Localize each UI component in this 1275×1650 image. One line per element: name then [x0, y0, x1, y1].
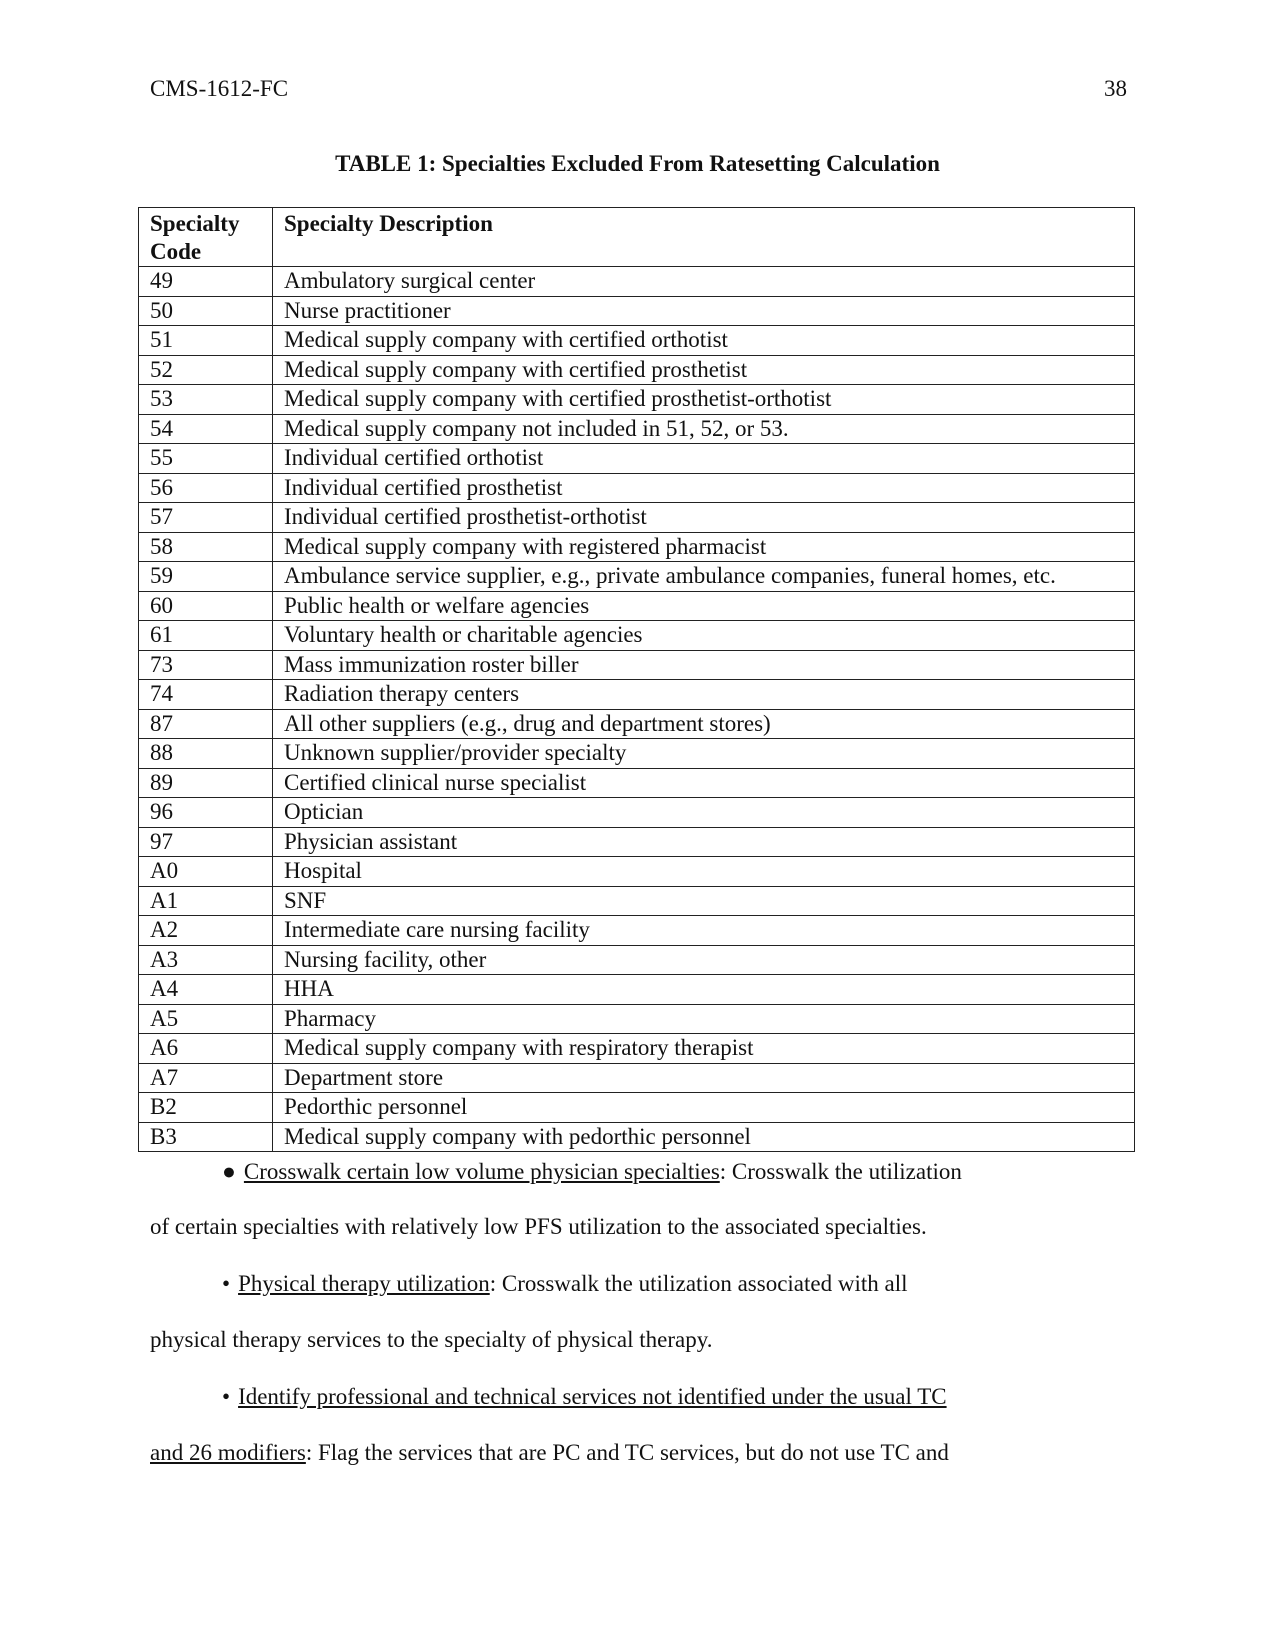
- specialty-code-cell: 55: [139, 444, 273, 474]
- specialty-code-cell: A2: [139, 916, 273, 946]
- bullet-1-text: : Crosswalk the utilization: [719, 1159, 962, 1184]
- specialty-code-cell: A6: [139, 1034, 273, 1064]
- specialty-code-cell: 49: [139, 267, 273, 297]
- specialty-code-cell: 50: [139, 296, 273, 326]
- specialty-code-cell: 54: [139, 414, 273, 444]
- specialty-description-cell: Voluntary health or charitable agencies: [273, 621, 1135, 651]
- table-row: [139, 355, 1135, 385]
- table-row: [139, 562, 1135, 592]
- specialty-description-cell: Public health or welfare agencies: [273, 591, 1135, 621]
- specialty-description-cell: Individual certified orthotist: [273, 444, 1135, 474]
- specialty-description-cell: Individual certified prosthetist-orthotist: [273, 503, 1135, 533]
- specialty-code-cell: 87: [139, 709, 273, 739]
- specialty-code-cell: B2: [139, 1093, 273, 1123]
- table-row: [139, 267, 1135, 297]
- specialty-code-cell: 56: [139, 473, 273, 503]
- specialty-description-cell: Department store: [273, 1063, 1135, 1093]
- specialty-description-cell: All other suppliers (e.g., drug and department stores): [273, 709, 1135, 739]
- specialty-description-cell: Individual certified prosthetist: [273, 473, 1135, 503]
- specialty-description-cell: Medical supply company with certified orthotist: [273, 326, 1135, 356]
- bullet-marker: ●: [222, 1159, 236, 1184]
- specialty-description-cell: Certified clinical nurse specialist: [273, 768, 1135, 798]
- table-row: [139, 916, 1135, 946]
- table-row: [139, 1004, 1135, 1034]
- bullet-3-first-line: [222, 1383, 947, 1411]
- bullet-3-heading: Identify professional and technical services not identified under the usual TC: [238, 1384, 947, 1409]
- table-row: [139, 1122, 1135, 1152]
- specialty-code-cell: 96: [139, 798, 273, 828]
- table-row: [139, 532, 1135, 562]
- table-row: [139, 739, 1135, 769]
- bullet-1-continuation: of certain specialties with relatively low PFS utilization to the associated specialties.: [150, 1214, 927, 1239]
- bullet-2-heading: Physical therapy utilization: [238, 1271, 490, 1296]
- specialty-description-cell: Unknown supplier/provider specialty: [273, 739, 1135, 769]
- specialty-description-cell: Ambulatory surgical center: [273, 267, 1135, 297]
- specialty-code-cell: 60: [139, 591, 273, 621]
- table-row: [139, 1063, 1135, 1093]
- table-row: [139, 326, 1135, 356]
- specialty-code-cell: 57: [139, 503, 273, 533]
- specialty-description-cell: Medical supply company with registered pharmacist: [273, 532, 1135, 562]
- page-number: 38: [1104, 76, 1127, 101]
- column-header-code-line-1: Specialty: [150, 211, 240, 236]
- table-row: [139, 621, 1135, 651]
- bullet-2-continuation: physical therapy services to the specialty of physical therapy.: [150, 1327, 713, 1352]
- table-row: [139, 798, 1135, 828]
- table-row: [139, 1093, 1135, 1123]
- specialty-description-cell: Mass immunization roster biller: [273, 650, 1135, 680]
- table-row: [139, 503, 1135, 533]
- table-row: [139, 473, 1135, 503]
- table-row: [139, 857, 1135, 887]
- column-header-specialty-code: [139, 208, 273, 267]
- table-header-row: [139, 208, 1135, 267]
- specialty-description-cell: Medical supply company with certified prosthetist-orthotist: [273, 385, 1135, 415]
- bullet-marker: •: [222, 1271, 231, 1296]
- specialty-code-cell: 73: [139, 650, 273, 680]
- specialty-description-cell: Radiation therapy centers: [273, 680, 1135, 710]
- specialty-code-cell: A7: [139, 1063, 273, 1093]
- specialty-description-cell: HHA: [273, 975, 1135, 1005]
- specialty-description-cell: Physician assistant: [273, 827, 1135, 857]
- specialty-description-cell: Intermediate care nursing facility: [273, 916, 1135, 946]
- bullet-1-first-line: [222, 1158, 962, 1186]
- table-row: [139, 650, 1135, 680]
- specialty-code-cell: 88: [139, 739, 273, 769]
- bullet-2-first-line: [222, 1270, 908, 1298]
- table-row: [139, 945, 1135, 975]
- specialty-code-cell: 59: [139, 562, 273, 592]
- specialty-description-cell: Medical supply company with certified prosthetist: [273, 355, 1135, 385]
- specialty-description-cell: Pedorthic personnel: [273, 1093, 1135, 1123]
- table-row: [139, 709, 1135, 739]
- bullet-3-heading-continuation: and 26 modifiers: [150, 1440, 306, 1465]
- specialty-description-cell: Optician: [273, 798, 1135, 828]
- specialty-description-cell: Ambulance service supplier, e.g., private ambulance companies, funeral homes, etc.: [273, 562, 1135, 592]
- table-row: [139, 680, 1135, 710]
- bullet-3-text: : Flag the services that are PC and TC services, but do not use TC and: [305, 1440, 949, 1465]
- column-header-code-line-2: Code: [150, 239, 202, 264]
- table-row: [139, 296, 1135, 326]
- table-row: [139, 1034, 1135, 1064]
- specialty-description-cell: Nurse practitioner: [273, 296, 1135, 326]
- table-row: [139, 385, 1135, 415]
- specialty-code-cell: A3: [139, 945, 273, 975]
- specialty-code-cell: 58: [139, 532, 273, 562]
- specialty-code-cell: A5: [139, 1004, 273, 1034]
- specialty-code-cell: 53: [139, 385, 273, 415]
- specialty-description-cell: Medical supply company not included in 51, 52, or 53.: [273, 414, 1135, 444]
- table-body: [139, 267, 1135, 1152]
- specialty-code-cell: 74: [139, 680, 273, 710]
- specialty-code-cell: 51: [139, 326, 273, 356]
- table-title: TABLE 1: Specialties Excluded From Ratesetting Calculation: [335, 151, 940, 176]
- specialty-code-cell: A4: [139, 975, 273, 1005]
- specialty-code-cell: 97: [139, 827, 273, 857]
- specialties-table: [138, 207, 1135, 1152]
- specialty-code-cell: 61: [139, 621, 273, 651]
- table-row: [139, 414, 1135, 444]
- specialty-description-cell: Medical supply company with pedorthic personnel: [273, 1122, 1135, 1152]
- table-row: [139, 444, 1135, 474]
- specialty-code-cell: 52: [139, 355, 273, 385]
- specialty-description-cell: Medical supply company with respiratory therapist: [273, 1034, 1135, 1064]
- table-row: [139, 886, 1135, 916]
- document-id: CMS-1612-FC: [150, 76, 289, 101]
- specialty-description-cell: Nursing facility, other: [273, 945, 1135, 975]
- table-row: [139, 827, 1135, 857]
- specialty-description-cell: SNF: [273, 886, 1135, 916]
- specialty-description-cell: Pharmacy: [273, 1004, 1135, 1034]
- bullet-3-continuation-line: [150, 1439, 949, 1467]
- bullet-2-text: : Crosswalk the utilization associated with all: [489, 1271, 908, 1296]
- table-row: [139, 591, 1135, 621]
- table-row: [139, 975, 1135, 1005]
- specialty-description-cell: Hospital: [273, 857, 1135, 887]
- bullet-marker: •: [222, 1384, 231, 1409]
- specialty-code-cell: 89: [139, 768, 273, 798]
- column-header-specialty-description: Specialty Description: [273, 208, 1135, 267]
- specialty-code-cell: A0: [139, 857, 273, 887]
- bullet-1-heading: Crosswalk certain low volume physician specialties: [243, 1159, 720, 1184]
- specialty-code-cell: A1: [139, 886, 273, 916]
- specialty-code-cell: B3: [139, 1122, 273, 1152]
- table-row: [139, 768, 1135, 798]
